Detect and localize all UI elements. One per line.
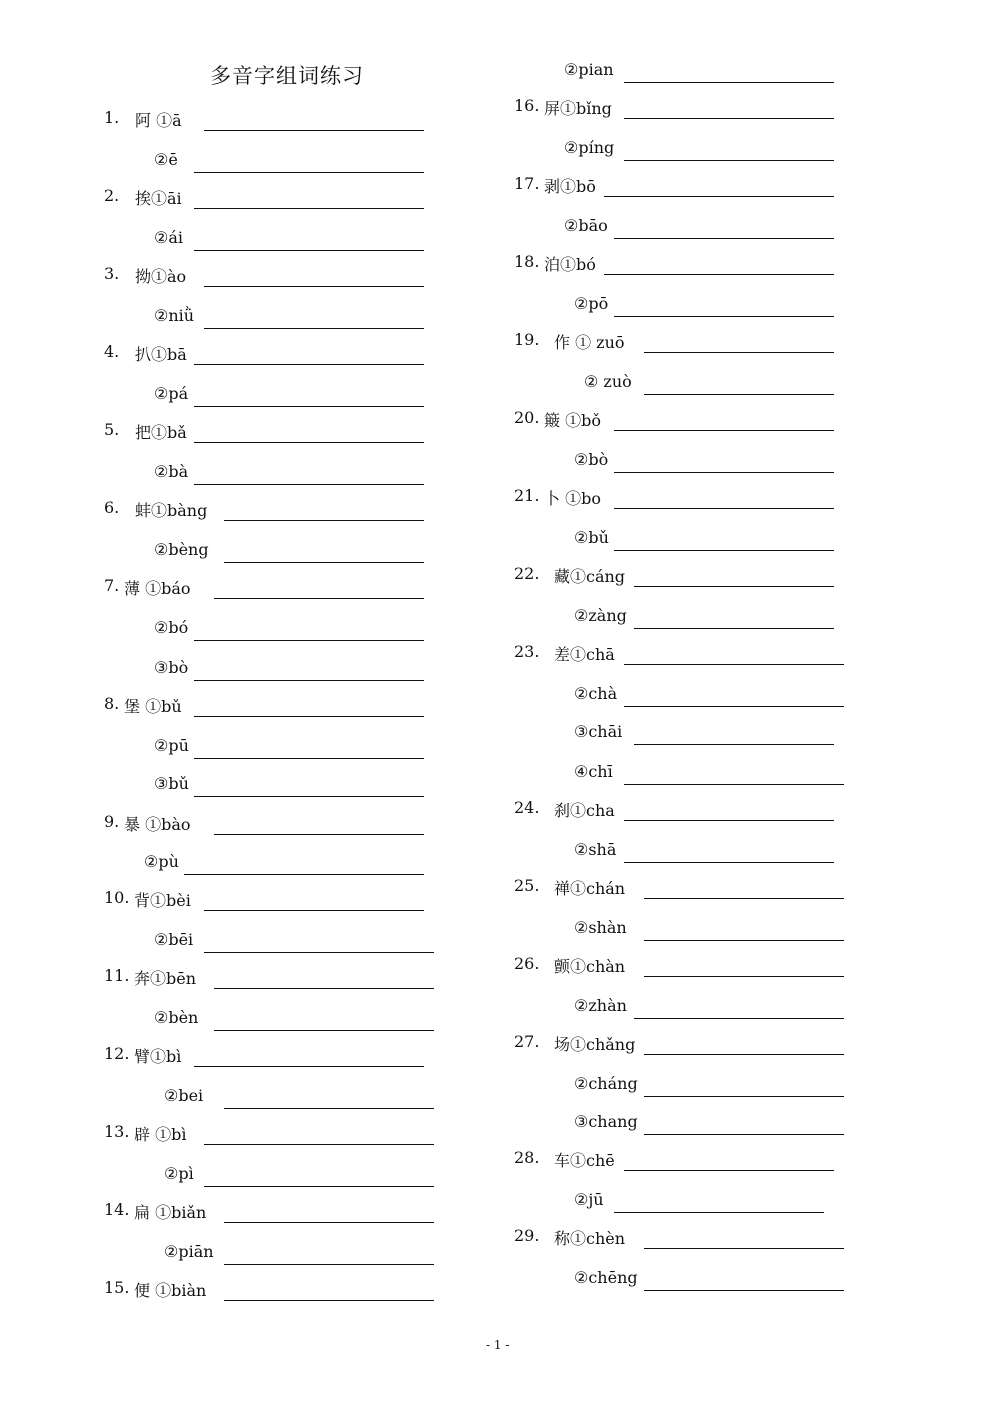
item-number: 6. xyxy=(104,498,120,517)
answer-blank[interactable] xyxy=(194,758,424,759)
item-number: 4. xyxy=(104,342,120,361)
answer-blank[interactable] xyxy=(624,160,834,161)
item-text: 暴 ①bào xyxy=(124,815,191,834)
item-number: 7. xyxy=(104,576,120,595)
answer-blank[interactable] xyxy=(604,196,834,197)
answer-blank[interactable] xyxy=(644,976,844,977)
item-text: ②pì xyxy=(164,1164,194,1183)
page-title: 多音字组词练习 xyxy=(210,64,364,88)
item-number: 10. xyxy=(104,888,130,907)
item-text: 堡 ①bǔ xyxy=(124,697,182,716)
item-number: 20. xyxy=(514,408,540,427)
item-number: 15. xyxy=(104,1278,130,1297)
item-text: 便 ①biàn xyxy=(134,1281,207,1300)
item-text: 薄 ①báo xyxy=(124,579,191,598)
item-text: 差①chā xyxy=(554,645,615,664)
answer-blank[interactable] xyxy=(634,628,834,629)
answer-blank[interactable] xyxy=(204,1144,434,1145)
item-text: 把①bǎ xyxy=(135,423,187,442)
item-number: 22. xyxy=(514,564,540,583)
answer-blank[interactable] xyxy=(204,952,434,953)
answer-blank[interactable] xyxy=(224,1222,434,1223)
item-text: 屏①bǐng xyxy=(544,99,612,118)
item-text: ②bó xyxy=(154,618,189,637)
item-text: ② zuò xyxy=(584,372,632,391)
answer-blank[interactable] xyxy=(194,640,424,641)
item-text: 臂①bì xyxy=(134,1047,182,1066)
item-text: 扒①bā xyxy=(135,345,187,364)
item-number: 5. xyxy=(104,420,120,439)
item-text: 辟 ①bì xyxy=(134,1125,187,1144)
answer-blank[interactable] xyxy=(624,820,834,821)
item-number: 17. xyxy=(514,174,540,193)
item-text: ②bò xyxy=(574,450,609,469)
item-number: 9. xyxy=(104,812,120,831)
item-text: 簸 ①bǒ xyxy=(544,411,601,430)
item-text: 卜 ①bo xyxy=(544,489,601,508)
item-number: 13. xyxy=(104,1122,130,1141)
item-text: ②pá xyxy=(154,384,189,403)
answer-blank[interactable] xyxy=(194,208,424,209)
item-text: ②shā xyxy=(574,840,617,859)
answer-blank[interactable] xyxy=(644,1134,844,1135)
item-text: ②bà xyxy=(154,462,189,481)
answer-blank[interactable] xyxy=(224,562,424,563)
item-text: ③chāi xyxy=(574,722,623,741)
answer-blank[interactable] xyxy=(624,784,844,785)
item-number: 1. xyxy=(104,108,120,127)
item-number: 29. xyxy=(514,1226,540,1245)
item-text: 禅①chán xyxy=(554,879,626,898)
answer-blank[interactable] xyxy=(624,1170,834,1171)
item-text: 背①bèi xyxy=(134,891,191,910)
item-text: 刹①cha xyxy=(554,801,615,820)
answer-blank[interactable] xyxy=(614,238,834,239)
item-text: 车①chē xyxy=(554,1151,615,1170)
answer-blank[interactable] xyxy=(214,598,424,599)
answer-blank[interactable] xyxy=(634,1018,844,1019)
answer-blank[interactable] xyxy=(194,1066,424,1067)
item-text: ②bēi xyxy=(154,930,194,949)
item-text: ②bei xyxy=(164,1086,204,1105)
answer-blank[interactable] xyxy=(204,286,424,287)
item-number: 19. xyxy=(514,330,540,349)
answer-blank[interactable] xyxy=(194,716,424,717)
answer-blank[interactable] xyxy=(224,1300,434,1301)
answer-blank[interactable] xyxy=(634,586,834,587)
item-number: 11. xyxy=(104,966,130,985)
item-text: ②cháng xyxy=(574,1074,638,1093)
answer-blank[interactable] xyxy=(614,550,834,551)
item-number: 16. xyxy=(514,96,540,115)
answer-blank[interactable] xyxy=(214,988,434,989)
item-text: ②pù xyxy=(144,852,179,871)
item-text: 剥①bō xyxy=(544,177,596,196)
item-text: 颤①chàn xyxy=(554,957,626,976)
item-text: ②shàn xyxy=(574,918,627,937)
answer-blank[interactable] xyxy=(624,664,844,665)
item-text: ②bèng xyxy=(154,540,209,559)
answer-blank[interactable] xyxy=(194,442,424,443)
item-text: ②jū xyxy=(574,1190,604,1209)
item-text: ②bāo xyxy=(564,216,608,235)
answer-blank[interactable] xyxy=(224,1108,434,1109)
item-number: 12. xyxy=(104,1044,130,1063)
item-text: 奔①bēn xyxy=(134,969,197,988)
item-text: ②pian xyxy=(564,60,614,79)
answer-blank[interactable] xyxy=(644,352,834,353)
answer-blank[interactable] xyxy=(624,706,844,707)
item-text: ③bǔ xyxy=(154,774,189,793)
answer-blank[interactable] xyxy=(194,250,424,251)
answer-blank[interactable] xyxy=(214,1030,434,1031)
answer-blank[interactable] xyxy=(214,834,424,835)
answer-blank[interactable] xyxy=(644,898,844,899)
answer-blank[interactable] xyxy=(614,508,834,509)
item-text: ②ái xyxy=(154,228,183,247)
item-number: 23. xyxy=(514,642,540,661)
item-number: 14. xyxy=(104,1200,130,1219)
answer-blank[interactable] xyxy=(194,364,424,365)
item-number: 28. xyxy=(514,1148,540,1167)
answer-blank[interactable] xyxy=(204,130,424,131)
answer-blank[interactable] xyxy=(614,430,834,431)
item-number: 25. xyxy=(514,876,540,895)
item-text: ②zàng xyxy=(574,606,627,625)
answer-blank[interactable] xyxy=(634,744,834,745)
answer-blank[interactable] xyxy=(644,940,844,941)
answer-blank[interactable] xyxy=(614,1212,824,1213)
answer-blank[interactable] xyxy=(224,520,424,521)
item-number: 3. xyxy=(104,264,120,283)
item-text: 场①chǎng xyxy=(554,1035,636,1054)
item-text: ②bèn xyxy=(154,1008,199,1027)
item-text: ②niǜ xyxy=(154,306,195,325)
answer-blank[interactable] xyxy=(644,1290,844,1291)
item-number: 18. xyxy=(514,252,540,271)
item-number: 24. xyxy=(514,798,540,817)
answer-blank[interactable] xyxy=(644,394,834,395)
answer-blank[interactable] xyxy=(204,1186,434,1187)
answer-blank[interactable] xyxy=(644,1054,844,1055)
item-number: 26. xyxy=(514,954,540,973)
item-text: 蚌①bàng xyxy=(135,501,208,520)
answer-blank[interactable] xyxy=(614,472,834,473)
item-text: 作 ① zuō xyxy=(554,333,625,352)
answer-blank[interactable] xyxy=(184,874,424,875)
item-text: ②ē xyxy=(154,150,178,169)
item-text: 挨①āi xyxy=(135,189,182,208)
item-text: ②píng xyxy=(564,138,615,157)
answer-blank[interactable] xyxy=(224,1264,434,1265)
item-text: 拗①ào xyxy=(135,267,187,286)
item-text: ②zhàn xyxy=(574,996,627,1015)
item-text: 称①chèn xyxy=(554,1229,626,1248)
answer-blank[interactable] xyxy=(644,1096,844,1097)
answer-blank[interactable] xyxy=(194,406,424,407)
item-number: 27. xyxy=(514,1032,540,1051)
item-number: 8. xyxy=(104,694,120,713)
answer-blank[interactable] xyxy=(624,82,834,83)
item-text: 扁 ①biǎn xyxy=(134,1203,207,1222)
answer-blank[interactable] xyxy=(614,316,834,317)
answer-blank[interactable] xyxy=(624,862,834,863)
item-text: ②bǔ xyxy=(574,528,609,547)
answer-blank[interactable] xyxy=(604,274,834,275)
item-text: ②chà xyxy=(574,684,618,703)
page-number: - 1 - xyxy=(486,1338,510,1352)
item-text: 阿 ①ā xyxy=(135,111,182,130)
item-number: 21. xyxy=(514,486,540,505)
item-text: ②pō xyxy=(574,294,609,313)
answer-blank[interactable] xyxy=(194,484,424,485)
answer-blank[interactable] xyxy=(204,910,424,911)
item-text: ②chēng xyxy=(574,1268,638,1287)
item-text: 泊①bó xyxy=(544,255,596,274)
item-text: ④chī xyxy=(574,762,613,781)
answer-blank[interactable] xyxy=(204,328,424,329)
item-text: ③chang xyxy=(574,1112,638,1131)
item-text: ③bò xyxy=(154,658,189,677)
answer-blank[interactable] xyxy=(194,680,424,681)
answer-blank[interactable] xyxy=(624,118,834,119)
item-text: ②pū xyxy=(154,736,189,755)
item-number: 2. xyxy=(104,186,120,205)
item-text: 藏①cáng xyxy=(554,567,626,586)
answer-blank[interactable] xyxy=(194,796,424,797)
answer-blank[interactable] xyxy=(644,1248,844,1249)
item-text: ②piān xyxy=(164,1242,214,1261)
answer-blank[interactable] xyxy=(194,172,424,173)
